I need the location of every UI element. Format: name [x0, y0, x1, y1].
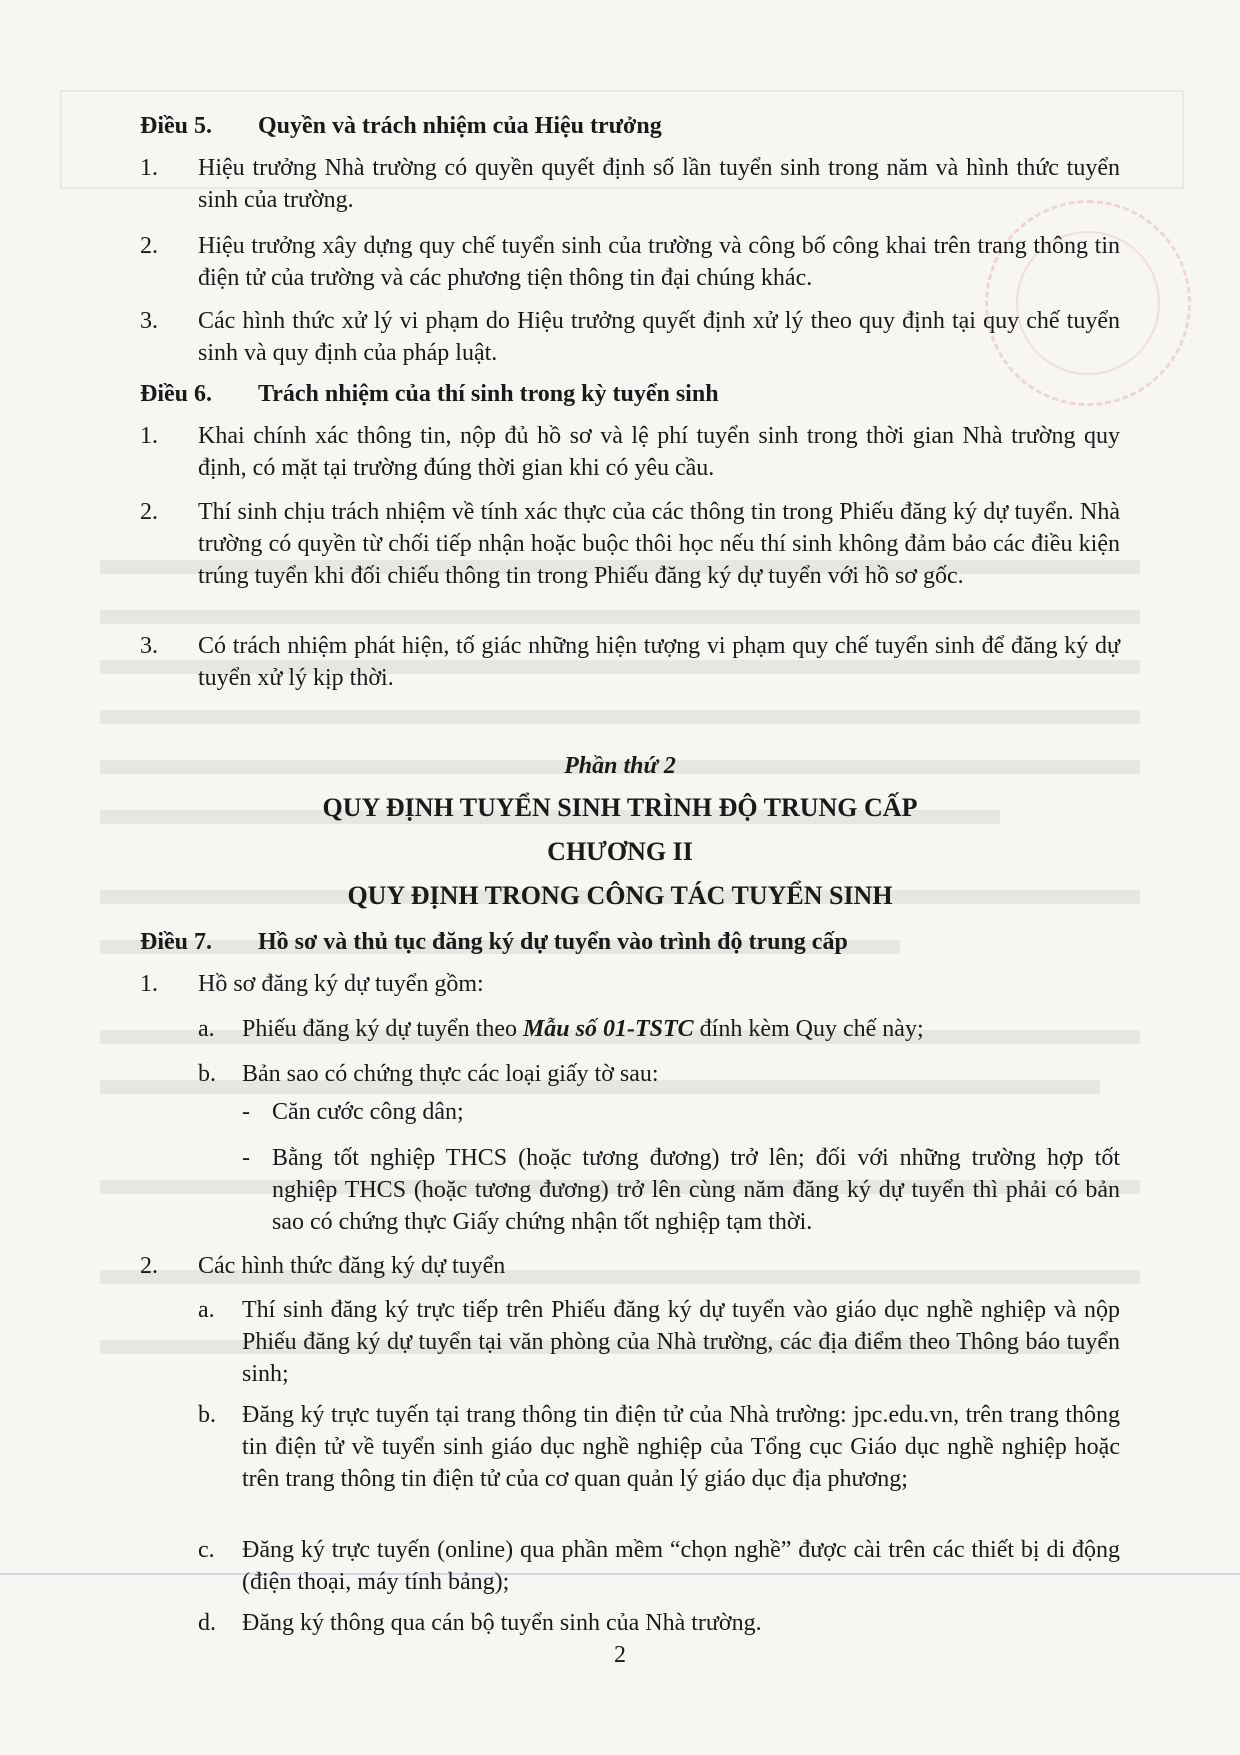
sub-item-label: b. [198, 1402, 216, 1428]
item-text: Hiệu trưởng Nhà trường có quyền quyết định số lần tuyển sinh trong năm và hình thức tuyển sinh của trường. [198, 155, 1120, 213]
item-number: 2. [140, 1253, 158, 1279]
sub-item-text: Thí sinh đăng ký trực tiếp trên Phiếu đăng ký dự tuyển vào giáo dục nghề nghiệp và nộp Phiếu đăng ký dự tuyển tại văn phòng của Nhà trường, các địa điểm theo Thông báo tuyển sinh; [242, 1297, 1120, 1387]
sub-item-label: a. [198, 1297, 215, 1323]
form-reference: Mẫu số 01-TSTC [522, 1016, 694, 1042]
item-text: Có trách nhiệm phát hiện, tố giác những hiện tượng vi phạm quy chế tuyển sinh để đăng ký dự tuyển xử lý kịp thời. [198, 633, 1120, 691]
article-title: Trách nhiệm của thí sinh trong kỳ tuyển sinh [258, 381, 719, 407]
sub-item-text: Đăng ký trực tuyến (online) qua phần mềm “chọn nghề” được cài trên các thiết bị di động (điện thoại, máy tính bảng); [242, 1537, 1120, 1595]
item-text: Các hình thức xử lý vi phạm do Hiệu trưởng quyết định xử lý theo quy định tại quy chế tuyển sinh và quy định của pháp luật. [198, 308, 1120, 366]
sub-item-text: Đăng ký trực tuyến tại trang thông tin điện tử của Nhà trường: jpc.edu.vn, trên trang thông tin điện tử về tuyển sinh giáo dục nghề nghiệp của Tổng cục Giáo dục nghề nghiệp hoặc trên trang thông tin điện tử của cơ quan quản lý giáo dục địa phương; [242, 1402, 1120, 1492]
sub-item-text: Đăng ký thông qua cán bộ tuyển sinh của Nhà trường. [242, 1610, 762, 1636]
sub-item-text: Bản sao có chứng thực các loại giấy tờ sau: [242, 1061, 659, 1087]
article-title: Quyền và trách nhiệm của Hiệu trưởng [258, 113, 662, 139]
item-text: Hiệu trưởng xây dựng quy chế tuyển sinh của trường và công bố công khai trên trang thông tin điện tử của trường và các phương tiện thông tin đại chúng khác. [198, 233, 1120, 291]
item-text: Các hình thức đăng ký dự tuyển [198, 1253, 506, 1279]
sub-item-label: a. [198, 1016, 215, 1042]
item-number: 1. [140, 155, 158, 181]
part-label: Phần thứ 2 [564, 753, 676, 779]
item-number: 2. [140, 233, 158, 259]
article-number: Điều 5. [140, 113, 212, 139]
item-number: 1. [140, 971, 158, 997]
item-text: Hồ sơ đăng ký dự tuyển gồm: [198, 971, 484, 997]
item-number: 3. [140, 633, 158, 659]
article-number: Điều 7. [140, 929, 212, 955]
part-title: QUY ĐỊNH TUYỂN SINH TRÌNH ĐỘ TRUNG CẤP [322, 793, 918, 822]
sub-item-label: d. [198, 1610, 216, 1636]
article-title: Hồ sơ và thủ tục đăng ký dự tuyển vào trình độ trung cấp [258, 929, 848, 955]
article-number: Điều 6. [140, 381, 212, 407]
chapter-title: QUY ĐỊNH TRONG CÔNG TÁC TUYỂN SINH [347, 881, 893, 910]
item-number: 3. [140, 308, 158, 334]
item-text: Khai chính xác thông tin, nộp đủ hồ sơ và lệ phí tuyển sinh trong thời gian Nhà trường quy định, có mặt tại trường đúng thời gian khi có yêu cầu. [198, 423, 1120, 481]
sub-item-label: b. [198, 1061, 216, 1087]
item-number: 1. [140, 423, 158, 449]
dash-item-text: Căn cước công dân; [272, 1099, 464, 1125]
page-number: 2 [614, 1642, 626, 1668]
sub-item-label: c. [198, 1537, 215, 1563]
item-text: Thí sinh chịu trách nhiệm về tính xác thực của các thông tin trong Phiếu đăng ký dự tuyển. Nhà trường có quyền từ chối tiếp nhận hoặc buộc thôi học nếu thí sinh không đảm bảo các điều kiện trúng tuyển khi đối chiếu thông tin trong Phiếu đăng ký dự tuyển với hồ sơ gốc. [198, 499, 1120, 589]
sub-item-text: Phiếu đăng ký dự tuyển theo Mẫu số 01-TSTC đính kèm Quy chế này; [242, 1016, 924, 1042]
chapter-label: CHƯƠNG II [547, 837, 693, 866]
dash-bullet: - [242, 1145, 250, 1171]
item-number: 2. [140, 499, 158, 525]
dash-item-text: Bằng tốt nghiệp THCS (hoặc tương đương) trở lên; đối với những trường hợp tốt nghiệp THCS (hoặc tương đương) trở lên cùng năm đăng ký dự tuyển thì phải có bản sao có chứng thực Giấy chứng nhận tốt nghiệp tạm thời. [272, 1145, 1120, 1235]
dash-bullet: - [242, 1099, 250, 1125]
